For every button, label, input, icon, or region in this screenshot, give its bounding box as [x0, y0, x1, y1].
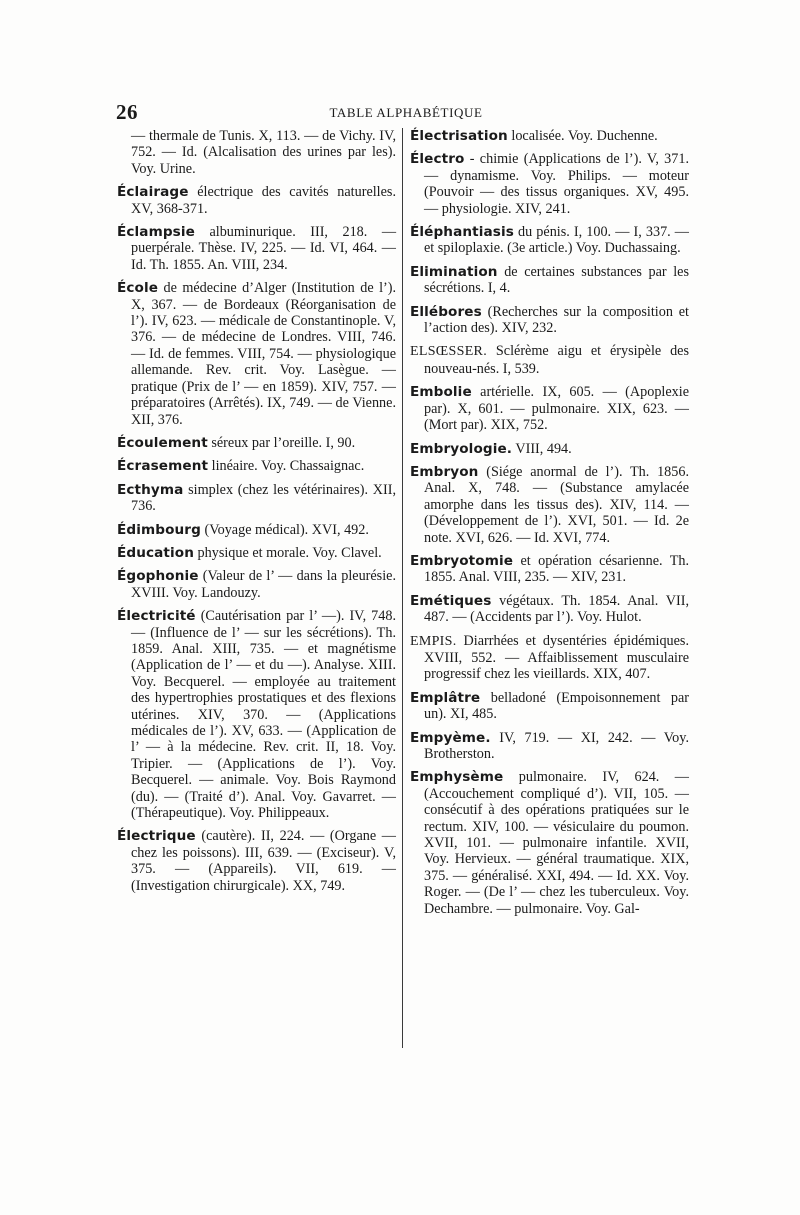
- entry-text: physique et morale. Voy. Clavel.: [197, 544, 382, 561]
- index-entry: [117, 568, 396, 601]
- entry-headword: Électro: [410, 151, 465, 168]
- entry-text: (Siége anormal de l’). Th. 1856. Anal. X, 748. — (Substance amylacée amorphe dans les tissus des). XIV, 114. — (Développement de l’). XVI, 501. — Id. 2e note. XVI, 626. — Id. XVI, 774.: [424, 463, 689, 546]
- entry-text: (Cautérisation par l’ —). IV, 748. — (Influence de l’ — sur les sécrétions). Th. 1859. Anal. XIII, 735. — et magnétisme (Application de l’ — et du —). Analyse. XIII. Voy. Becquerel. — employée au traitement des hypertrophies prostatiques et des flexions utérines. XIV, 370. — (Applications médicales de l’). XV, 633. — (Application de l’ — à la médecine. Rev. crit. II, 18. Voy. Tripier. — (Applications de l’). Voy. Becquerel. — animale. Voy. Bois Raymond (du). — (Traité d’). Anal. Voy. Gavarret. — (Thérapeutique). Voy. Philippeaux.: [131, 608, 397, 822]
- entry-headword: Éléphantiasis: [410, 224, 514, 241]
- entry-text: IV, 719. — XI, 242. — Voy. Brotherston.: [424, 729, 689, 762]
- entry-headword: Édimbourg: [117, 521, 201, 538]
- entry-headword: Emplâtre: [410, 689, 481, 706]
- entry-text: albuminurique. III, 218. — puerpérale. Thèse. IV, 225. — Id. VI, 464. — Id. Th. 1855. An. VIII, 234.: [131, 224, 397, 273]
- entry-text: artérielle. IX, 605. — (Apoplexie par). X, 601. — pulmonaire. XIX, 623. — (Mort par). XIX, 752.: [424, 384, 690, 434]
- entry-text: pulmonaire. IV, 624. — (Accouchement compliqué d’). VII, 105. — consécutif à des opérations pratiquées sur le rectum. XIV, 100. — vésiculaire du poumon. XVII, 101. — pulmonaire infantile. XVII, Voy. Hervieux. — général traumatique. XIX, 375. — généralisé. XXI, 494. — Id. XX. Voy. Roger. — (De l’ — chez les tuberculeux. Voy. Dechambre. — pulmonaire. Voy. Gal-: [424, 769, 689, 917]
- index-entry: [117, 522, 396, 538]
- running-title: TABLE ALPHABÉTIQUE: [329, 105, 483, 120]
- entry-headword: Embolie: [410, 384, 472, 401]
- entry-headword: ELSŒSSER.: [410, 344, 487, 360]
- entry-text: Sclérème aigu et érysipèle des nouveau-nés. I, 539.: [424, 343, 689, 377]
- entry-headword: Éducation: [117, 544, 194, 561]
- entry-text: linéaire. Voy. Chassaignac.: [211, 458, 365, 475]
- entry-headword: Électrique: [117, 828, 196, 845]
- entry-text: (Recherches sur la composition et l’action des). XIV, 232.: [424, 303, 689, 337]
- entry-headword: Ellébores: [410, 303, 482, 320]
- entry-text: (Voyage médical). XVI, 492.: [204, 521, 369, 538]
- entry-headword: Embryologie.: [410, 440, 513, 457]
- entry-text: séreux par l’oreille. I, 90.: [211, 434, 356, 451]
- index-entry: [410, 264, 689, 297]
- index-entry: [117, 828, 396, 894]
- entry-text: de certaines substances par les sécrétions. I, 4.: [424, 263, 690, 297]
- index-entry: [410, 224, 689, 257]
- entry-headword: Éclairage: [117, 184, 189, 201]
- page-header: [116, 100, 696, 124]
- left-column: [117, 128, 396, 901]
- entry-text: localisée. Voy. Duchenne.: [511, 128, 658, 144]
- index-entry: [410, 690, 689, 723]
- right-column: [410, 128, 689, 924]
- entry-text: belladoné (Empoisonnement par un). XI, 485.: [424, 689, 689, 723]
- index-entry: [117, 224, 396, 273]
- entry-text: VIII, 494.: [515, 440, 572, 457]
- entry-headword: Emétiques: [410, 592, 492, 609]
- index-entry: [410, 304, 689, 337]
- entry-headword: Embryon: [410, 463, 479, 480]
- index-entry: [410, 730, 689, 763]
- index-entry: [117, 608, 396, 821]
- entry-headword: Emphysème: [410, 769, 504, 786]
- entry-text: de médecine d’Alger (Institution de l’). X, 367. — de Bordeaux (Réorganisation de l’). IV, 623. — médicale de Constantinople. V, 376. — de médecine de Londres. VIII, 746. — Id. de femmes. VIII, 754. — physiologique allemande. Rev. crit. Voy. Lasègue. — pratique (Prix de l’ — en 1859). XIV, 757. — préparatoires (Arrêtés). IX, 749. — de Vienne. XII, 376.: [131, 280, 397, 428]
- entry-headword: Empyème.: [410, 729, 491, 746]
- index-entry: [117, 184, 396, 217]
- index-entry: [410, 441, 689, 457]
- index-entry: [117, 482, 396, 515]
- index-entry: [410, 151, 689, 217]
- entry-headword: EMPIS.: [410, 633, 457, 649]
- index-entry: [410, 384, 689, 433]
- entry-headword: Embryotomie: [410, 552, 514, 569]
- index-entry: [410, 633, 689, 683]
- entry-headword: Écrasement: [117, 458, 209, 475]
- entry-text: du pénis. I, 100. — I, 337. — et spiloplaxie. (3e article.) Voy. Duchassaing.: [424, 224, 689, 257]
- entry-text: (cautère). II, 224. — (Organe — chez les poissons). III, 639. — (Exciseur). V, 375. — (Appareils). VII, 619. — (Investigation chirurgicale). XX, 749.: [131, 828, 396, 894]
- index-entry: [410, 553, 689, 586]
- index-entry: [117, 435, 396, 451]
- entry-text: électrique des cavités naturelles. XV, 368-371.: [131, 184, 396, 217]
- entry-headword: Écoulement: [117, 434, 208, 451]
- index-entry: [117, 280, 396, 428]
- entry-headword: École: [117, 280, 159, 297]
- entry-text: - chimie (Applications de l’). V, 371. — dynamisme. Voy. Philips. — moteur (Pouvoir — des tissus organiques. XV, 495. — physiologie. XIV, 241.: [424, 151, 690, 217]
- entry-text: — thermale de Tunis. X, 113. — de Vichy. IV, 752. — Id. (Alcalisation des urines par les). Voy. Urine.: [131, 128, 396, 177]
- entry-text: végétaux. Th. 1854. Anal. VII, 487. — (Accidents par l’). Voy. Hulot.: [424, 592, 689, 626]
- entry-headword: Éclampsie: [117, 224, 195, 241]
- index-entry: [410, 128, 689, 144]
- entry-text: et opération césarienne. Th. 1855. Anal. VIII, 235. — XIV, 231.: [424, 552, 690, 586]
- column-divider: [402, 128, 403, 1048]
- entry-text: simplex (chez les vétérinaires). XII, 736.: [131, 481, 396, 515]
- entry-text: Diarrhées et dysentéries épidémiques. XVIII, 552. — Affaiblissement musculaire progressif chez les vieillards. XIX, 407.: [424, 632, 689, 683]
- entry-headword: Ecthyma: [117, 481, 184, 498]
- index-entry: [117, 545, 396, 561]
- index-entry: [410, 464, 689, 546]
- entry-headword: Électricité: [117, 608, 196, 625]
- index-entry: [410, 343, 689, 377]
- entry-headword: Égophonie: [117, 568, 199, 585]
- entry-text: (Valeur de l’ — dans la pleurésie. XVIII. Voy. Landouzy.: [131, 568, 396, 601]
- entry-headword: Elimination: [410, 263, 498, 280]
- index-entry: [117, 128, 396, 177]
- index-entry: [117, 458, 396, 474]
- index-entry: [410, 593, 689, 626]
- page-number: 26: [116, 100, 138, 124]
- entry-headword: Électrisation: [410, 128, 508, 144]
- index-entry: [410, 769, 689, 917]
